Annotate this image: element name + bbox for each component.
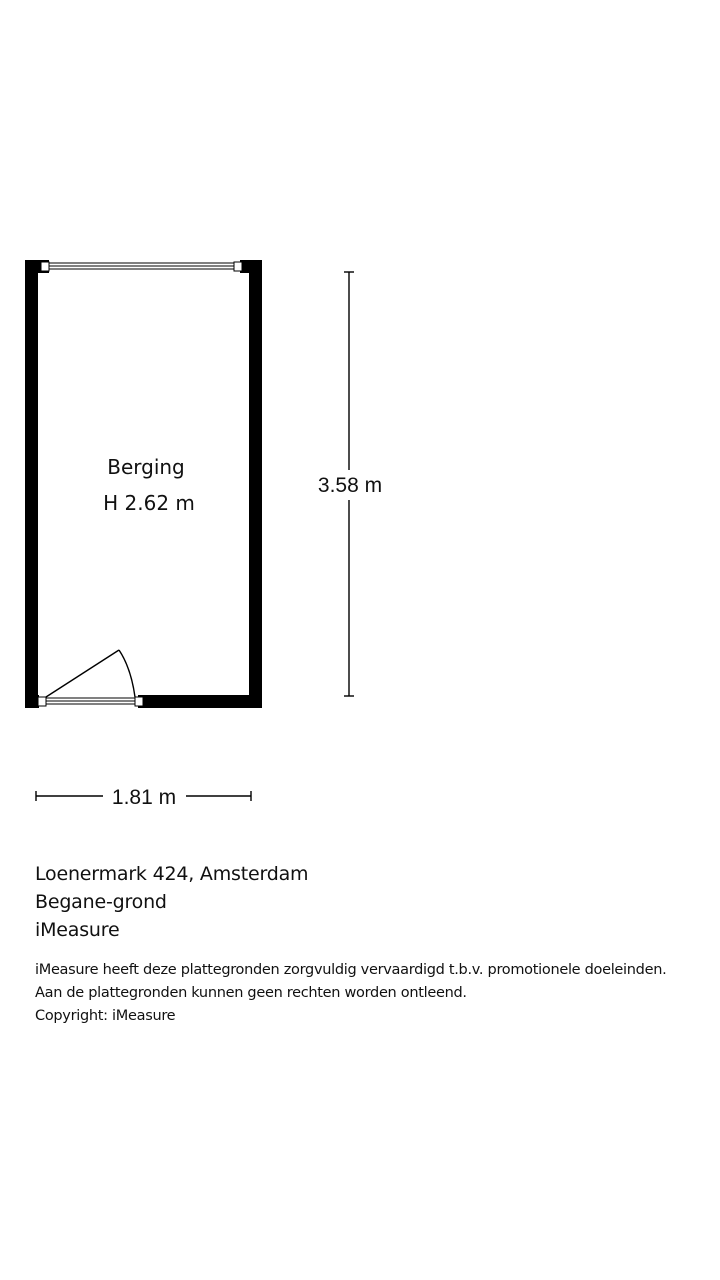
room-name: Berging (107, 455, 185, 479)
height-dimension-label: 3.58 m (317, 474, 383, 497)
copyright: Copyright: iMeasure (35, 1008, 176, 1024)
room-height: H 2.62 m (103, 491, 195, 515)
disclaimer-line-2: Aan de plattegronden kunnen geen rechten worden ontleend. (35, 985, 467, 1001)
door-swing (46, 650, 135, 697)
floor-name: Begane-grond (35, 891, 167, 913)
disclaimer-line-1: iMeasure heeft deze plattegronden zorgvuldig vervaardigd t.b.v. promotionele doeleinden. (35, 962, 667, 978)
door-frame (38, 697, 143, 706)
window-top (41, 262, 242, 271)
width-dimension-label: 1.81 m (111, 786, 177, 809)
company-name: iMeasure (35, 919, 120, 941)
room-walls (25, 260, 262, 708)
address: Loenermark 424, Amsterdam (35, 863, 309, 885)
disclaimer (35, 959, 715, 1028)
property-info (35, 860, 715, 944)
